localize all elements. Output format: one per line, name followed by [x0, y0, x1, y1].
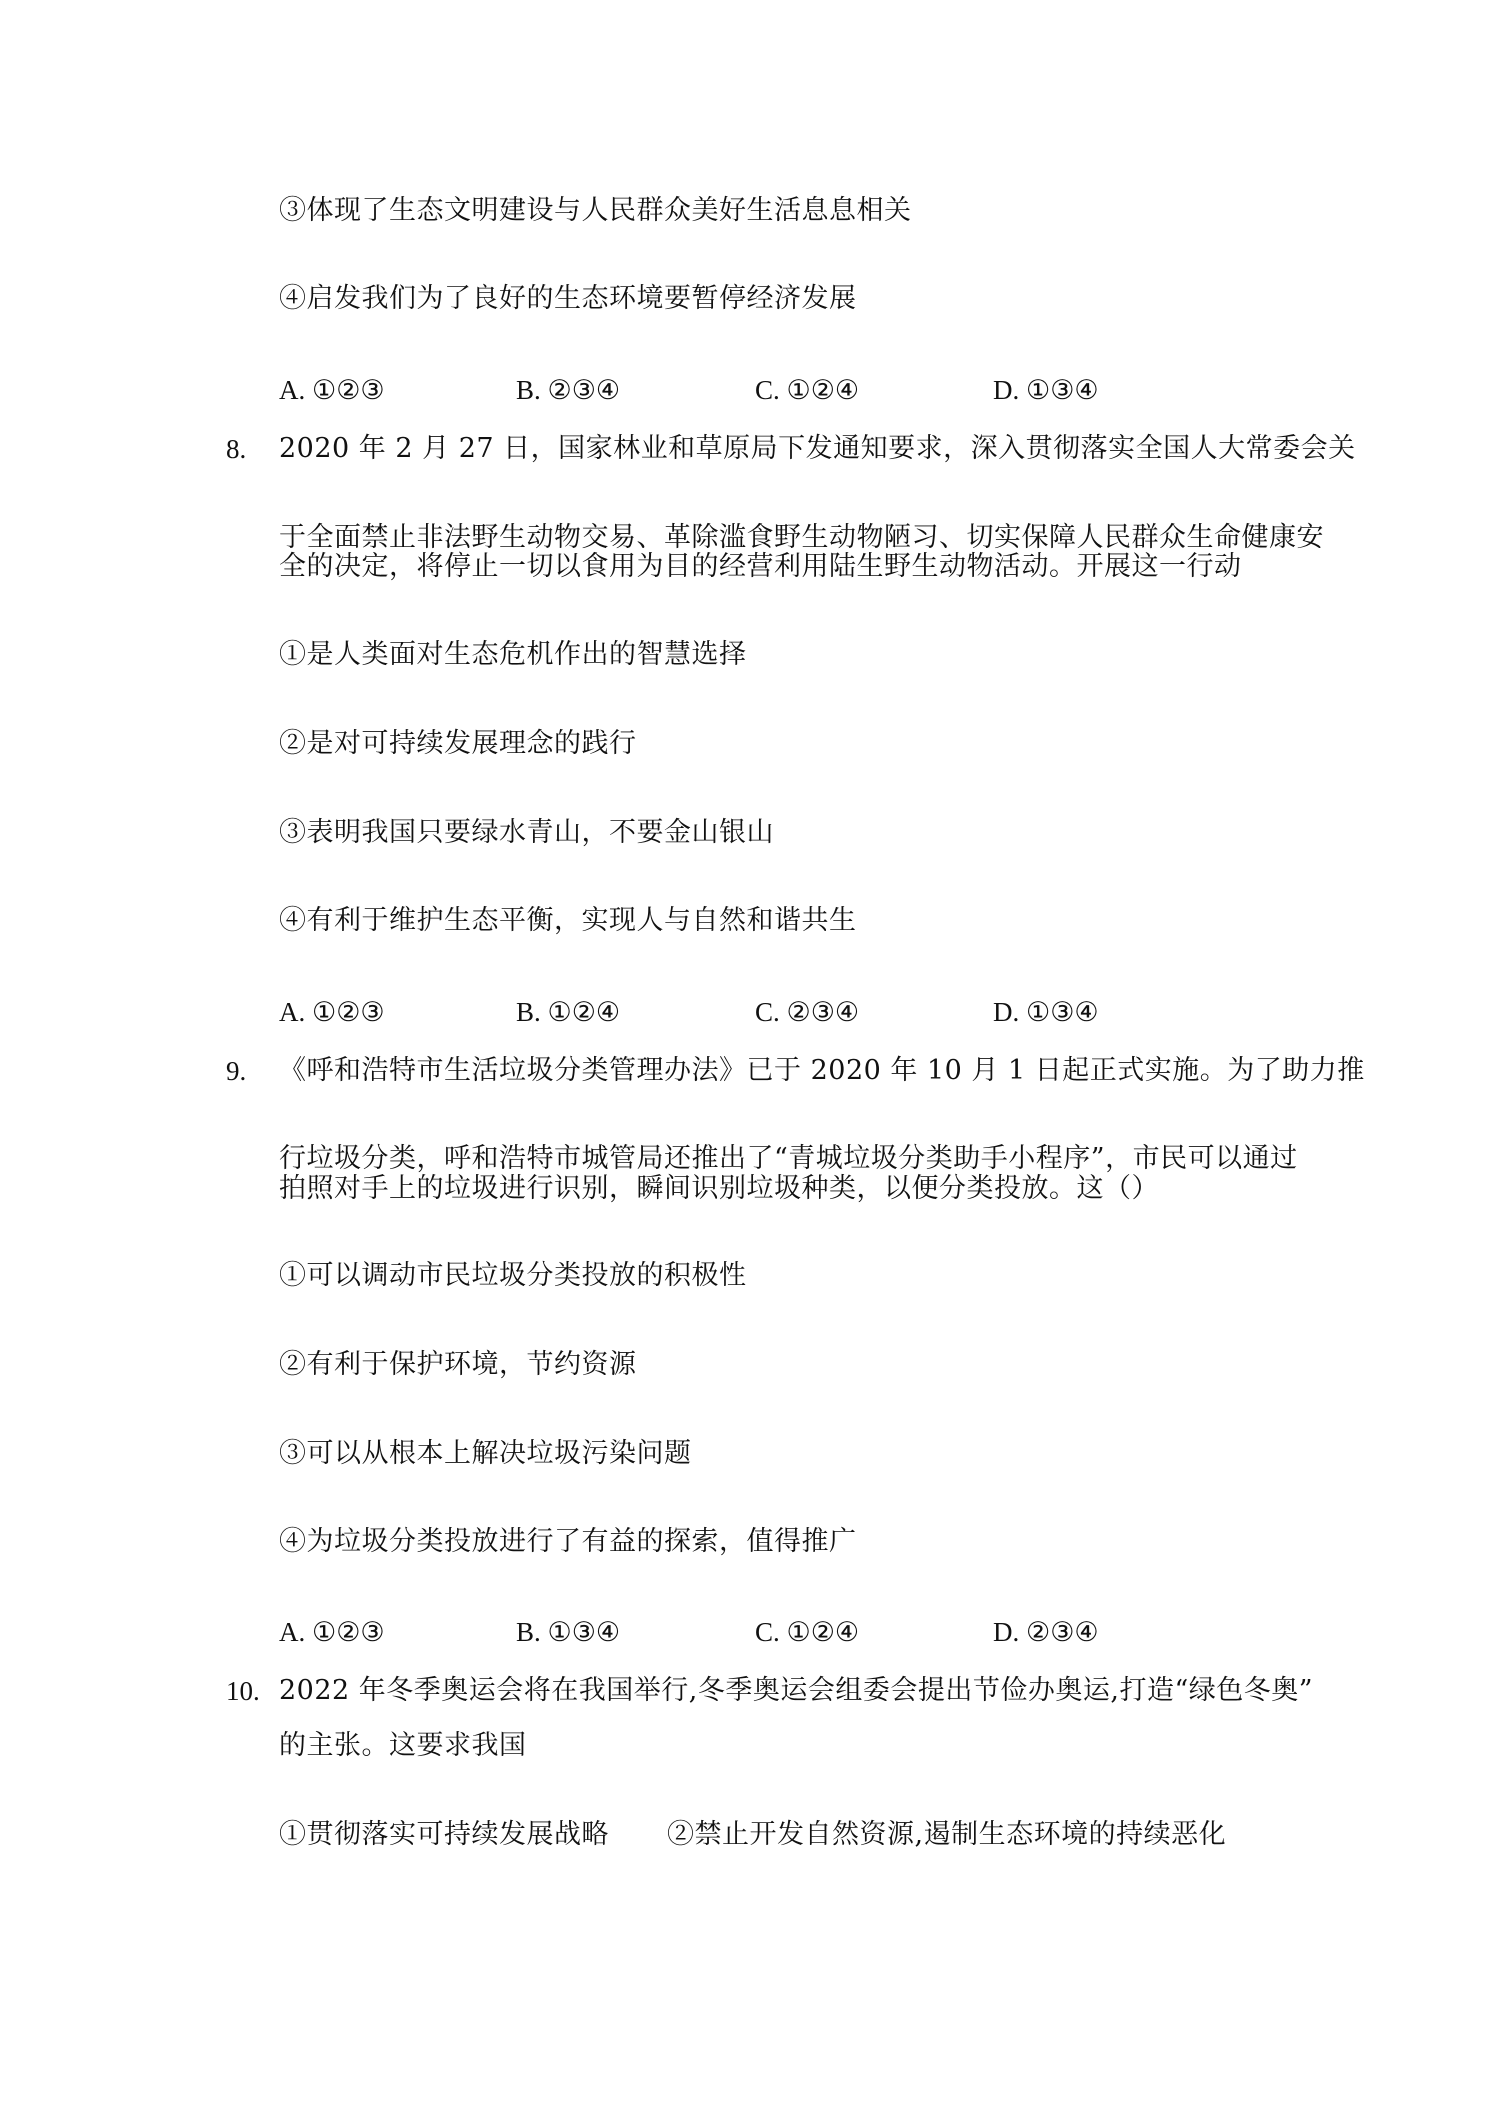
q8-statement-4: ④有利于维护生态平衡，实现人与自然和谐共生: [279, 905, 857, 936]
q8-option-a: A. ①②③: [279, 997, 385, 1027]
q9-stem-line-3: 拍照对手上的垃圾进行识别，瞬间识别垃圾种类，以便分类投放。这（）: [279, 1173, 1159, 1204]
q7-option-d: D. ①③④: [993, 375, 1099, 405]
q9-option-a: A. ①②③: [279, 1617, 385, 1647]
q8-stem-line-1: 2020 年 2 月 27 日，国家林业和草原局下发通知要求，深入贯彻落实全国人大常委会关: [279, 433, 1356, 464]
q8-option-c: C. ②③④: [755, 997, 860, 1027]
q8-statement-1: ①是人类面对生态危机作出的智慧选择: [279, 639, 747, 670]
q10-stem-line-1: 2022 年冬季奥运会将在我国举行,冬季奥运会组委会提出节俭办奥运,打造“绿色冬奥”: [279, 1675, 1314, 1706]
q9-option-d: D. ②③④: [993, 1617, 1099, 1647]
q10-number: 10.: [226, 1676, 260, 1706]
q8-stem-line-2: 于全面禁止非法野生动物交易、革除滥食野生动物陋习、切实保障人民群众生命健康安: [279, 522, 1324, 553]
q9-stem-line-2: 行垃圾分类，呼和浩特市城管局还推出了“青城垃圾分类助手小程序”，市民可以通过: [279, 1143, 1298, 1174]
q7-options: [279, 372, 1179, 408]
q9-statement-4: ④为垃圾分类投放进行了有益的探索，值得推广: [279, 1526, 857, 1557]
q10-statement-1: ①贯彻落实可持续发展战略: [279, 1819, 609, 1850]
q10-stem-line-2: 的主张。这要求我国: [279, 1730, 527, 1761]
q7-statement-4: ④启发我们为了良好的生态环境要暂停经济发展: [279, 283, 857, 314]
q7-option-c: C. ①②④: [755, 375, 860, 405]
q9-statement-1: ①可以调动市民垃圾分类投放的积极性: [279, 1260, 747, 1291]
q7-option-a: A. ①②③: [279, 375, 385, 405]
q8-statement-3: ③表明我国只要绿水青山，不要金山银山: [279, 817, 774, 848]
q9-options: [279, 1614, 1179, 1650]
q9-option-b: B. ①③④: [516, 1617, 621, 1647]
q8-stem-line-3: 全的决定，将停止一切以食用为目的经营利用陆生野生动物活动。开展这一行动: [279, 551, 1242, 582]
q8-options: [279, 994, 1179, 1030]
q7-option-b: B. ②③④: [516, 375, 621, 405]
q8-option-b: B. ①②④: [516, 997, 621, 1027]
q8-statement-2: ②是对可持续发展理念的践行: [279, 728, 637, 759]
q8-number: 8.: [226, 434, 247, 464]
q10-statement-2: ②禁止开发自然资源,遏制生态环境的持续恶化: [667, 1819, 1227, 1850]
q9-number: 9.: [226, 1056, 247, 1086]
q9-stem-line-1: 《呼和浩特市生活垃圾分类管理办法》已于 2020 年 10 月 1 日起正式实施。为了助力推: [279, 1055, 1365, 1086]
q8-option-d: D. ①③④: [993, 997, 1099, 1027]
q9-statement-3: ③可以从根本上解决垃圾污染问题: [279, 1438, 692, 1469]
q9-statement-2: ②有利于保护环境，节约资源: [279, 1349, 637, 1380]
q7-statement-3: ③体现了生态文明建设与人民群众美好生活息息相关: [279, 195, 912, 226]
q9-option-c: C. ①②④: [755, 1617, 860, 1647]
